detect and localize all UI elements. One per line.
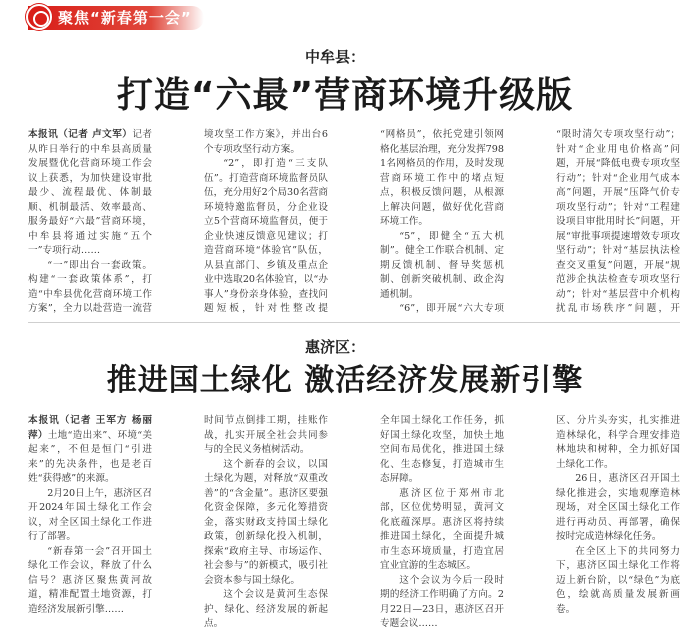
- article1-column-2: [204, 128, 328, 314]
- article2-col3-para2: 惠济区位于郑州市北部，区位优势明显，黄河文化底蕴深厚。惠济区将持续推进国土绿化，全面提升城市生态环境质量，打造宜居宜业宜游的生态城区。: [380, 487, 504, 571]
- article2-body: [28, 414, 680, 630]
- article1-column-1: [28, 128, 152, 314]
- article1-col1-text: 记者从昨日举行的中牟县高质量发展暨优化营商环境工作会议上获悉，为加快建设审批最少、流程最优、体制最顺、机制最活、效率最高、服务最好“六最”营商环境，中牟县将通过实施“五个一”专项行动……: [28, 129, 152, 256]
- article2-col2-para2: 这个新春的会议，以国土绿化为题，对释放“双重改善”的“含金量”。惠济区要强化资金保障，多元化筹措资金，落实财政支持国土绿化政策，创新绿化投入机制，探索“政府主导、市场运作、社会参与”的新模式，吸引社会资本参与国土绿化。: [204, 458, 328, 586]
- article1-col4-text: “限时清欠专项攻坚行动”；针对“企业用电价格高”问题，开展“降低电费专项攻坚行动”；针对“企业用气成本高”问题，开展“压降气价专项攻坚行动”；针对“工程建设项目审批用时长”问题，开展“审批事项提速增效专项攻坚行动”；针对“基层执法检查交叉重复”问题，开展“规范涉企执法检查专项攻坚行动”；针对“基层营中介机构扰乱市场秩序”问题，开: [556, 129, 680, 314]
- article1-col2-text: 境攻坚工作方案》，并出台6个专项攻坚行动方案。: [204, 129, 328, 155]
- article1-byline: 本报讯（记者 卢文军）: [28, 129, 133, 140]
- article2-col4-text: 区、分片头夯实，扎实推进造林绿化，科学合理安排造林地块和树种，全力抓好国土绿化工作。: [556, 415, 680, 470]
- section-banner: [0, 0, 690, 34]
- article2-column-2: [204, 414, 328, 630]
- article2-col1-para2: 2月20日上午，惠济区召开2024年国土绿化工作会议，对全区国土绿化工作进行了部署。: [28, 487, 152, 542]
- article1-col3-text: “网格员”，依托党建引领网格化基层治理，充分发挥7981名网格员的作用，及时发现营商环境工作中的堵点短点，积极反馈问题，从根源上解决问题，做好优化营商环境工作。: [380, 129, 504, 227]
- article1-column-4: [556, 128, 680, 314]
- article2-headline: 推进国土绿化 激活经济发展新引擎: [106, 363, 584, 398]
- article1-kicker: 中牟县：: [305, 48, 366, 66]
- article1-col2-para2: “2”，即打造“三支队伍”。打造营商环境监督员队伍，充分用好2个局30名营商环境特邀监督员，分企业设立5个营商环境监督员，便于企业快速反馈意见建议；打造营商环境“体验官”队伍，从县直部门、乡镇及重点企业中选取20名体验官，以“办事人”身份亲身体验，查找问题短板，针对性整改提: [204, 158, 328, 314]
- article2-byline: 本报讯（记者 王军方 杨丽萍）: [28, 415, 152, 441]
- article2-col1-text: 土地“造出来”、环境“美起来”，不但是恒门“引进来”的先决条件，也是老百姓“获得感”的来源。: [28, 429, 152, 484]
- article2-col2-para3: 这个会议是黄河生态保护、绿化、经济发展的新起点。: [204, 589, 328, 629]
- article2-col4-para3: 在全区上下的共同努力下，惠济区国土绿化工作将迈上新台阶，以“绿色”为底色，绘就高质量发展新画卷。: [556, 545, 680, 615]
- article2-col1-para3: “新春第一会”召开国土绿化工作会议，释放了什么信号？惠济区聚焦黄河故道，精准配置土地资源，打造经济发展新引擎……: [28, 545, 152, 615]
- banner-circle-icon: [26, 4, 52, 30]
- article2-column-1: [28, 414, 152, 630]
- article2-col4-para2: 26日，惠济区召开国土绿化推进会，实地观摩造林现场，对全区国土绿化工作进行再动员、再部署，确保按时完成造林绿化任务。: [556, 473, 680, 542]
- article-divider: [28, 322, 680, 323]
- article2-kicker: 惠济区：: [305, 338, 366, 356]
- article1-headline: 打造“六最”营商环境升级版: [116, 75, 574, 116]
- article1-column-3: [380, 128, 504, 314]
- article2-col3-text: 全年国土绿化工作任务，抓好国土绿化攻坚，加快土地空间布局优化，推进国土绿化、生态修复，打造城市生态屏障。: [380, 415, 504, 484]
- article2-column-4: [556, 414, 680, 630]
- article1-body: [28, 128, 680, 314]
- banner-label: 聚焦“新春第一会”: [58, 9, 192, 27]
- article1-col1-para2: “一”即出台一套政策。构建“一套政策体系”，打造“中牟县优化营商环境工作方案”，全力以赴营造一流营: [28, 259, 152, 314]
- article2-col2-text: 时间节点倒排工期，挂账作战，扎实开展全社会共同参与的全民义务植树活动。: [204, 415, 328, 455]
- article2-col3-para3: 这个会议为今后一段时期的经济工作明确了方向。2月22日—23日，惠济区召开专题会议……: [380, 574, 504, 629]
- article1-col3-para2: “5”，即健全“五大机制”。健全工作联合机制、定期反馈机制、督导奖惩机制、创新突破机制、政企沟通机制。: [380, 230, 504, 300]
- article1-col3-para3: “6”，即开展“六大专项: [399, 303, 504, 314]
- article2-column-3: [380, 414, 504, 630]
